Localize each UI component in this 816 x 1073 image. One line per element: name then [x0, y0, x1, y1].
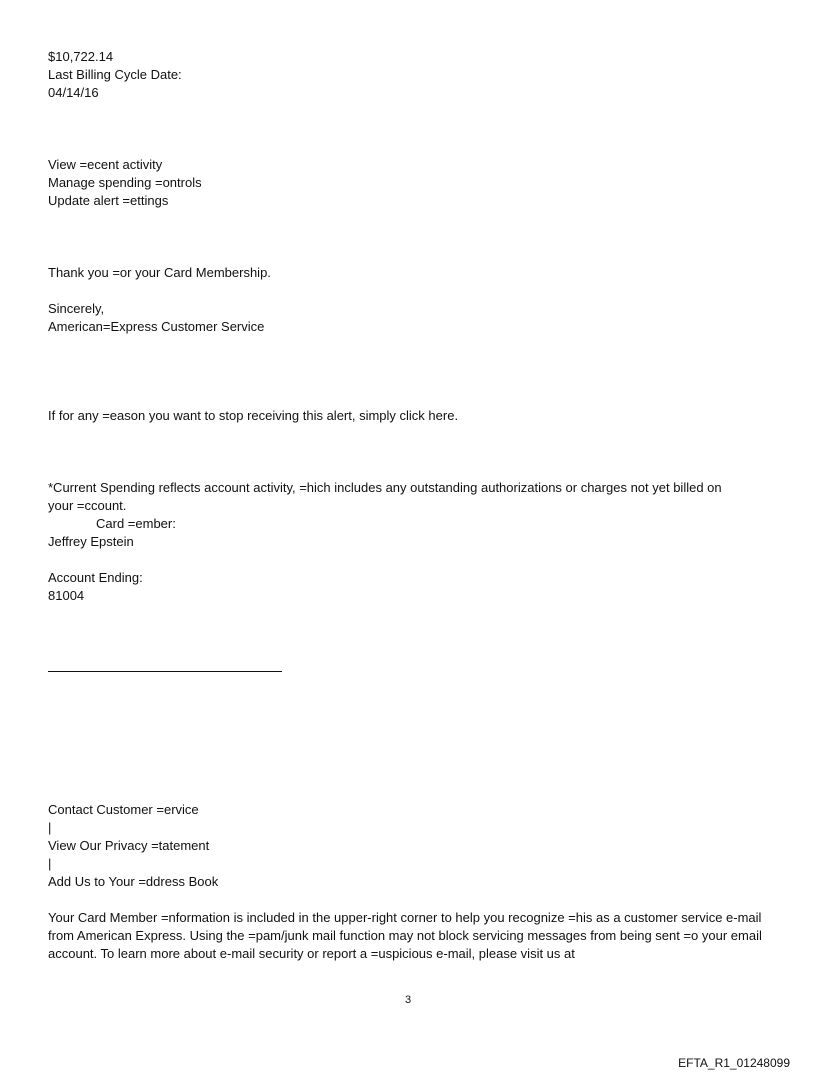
manage-spending-controls-link[interactable]: Manage spending =ontrols	[48, 175, 202, 190]
divider	[48, 671, 282, 672]
footer-separator: |	[48, 820, 52, 835]
unsubscribe-line[interactable]: If for any =eason you want to stop receiving this alert, simply click here.	[48, 408, 459, 423]
sincerely: Sincerely,	[48, 301, 105, 316]
update-alert-settings-link[interactable]: Update alert =ettings	[48, 193, 169, 208]
card-member-name: Jeffrey Epstein	[48, 534, 134, 549]
balance-amount: $10,722.14	[48, 49, 114, 64]
billing-cycle-label: Last Billing Cycle Date:	[48, 67, 182, 82]
footnote-line-2: your =ccount.	[48, 498, 127, 513]
account-ending-label: Account Ending:	[48, 570, 143, 585]
signature: American=Express Customer Service	[48, 319, 265, 334]
address-book-link[interactable]: Add Us to Your =ddress Book	[48, 874, 219, 889]
disclaimer: Your Card Member =nformation is included in the upper-right corner to help you recognize =his as a customer service e-mail from American Express. Using the =pam/junk mail function may not block servicing messages from being sent =o your email account. To learn more about e-mail security or report a =uspicious e-mail, please visit us at	[48, 910, 762, 961]
footer-separator: |	[48, 856, 52, 871]
view-recent-activity-link[interactable]: View =ecent activity	[48, 157, 163, 172]
thank-you-line: Thank you =or your Card Membership.	[48, 265, 271, 280]
billing-cycle-date: 04/14/16	[48, 85, 99, 100]
page-number: 3	[404, 994, 412, 1006]
privacy-statement-link[interactable]: View Our Privacy =tatement	[48, 838, 210, 853]
footnote-line-1: *Current Spending reflects account activity, =hich includes any outstanding authorizations or charges not yet billed on	[48, 480, 722, 495]
account-ending-value: 81004	[48, 588, 85, 603]
bates-number: EFTA_R1_01248099	[678, 1056, 790, 1070]
contact-customer-service-link[interactable]: Contact Customer =ervice	[48, 802, 199, 817]
card-member-label: Card =ember:	[96, 516, 176, 531]
